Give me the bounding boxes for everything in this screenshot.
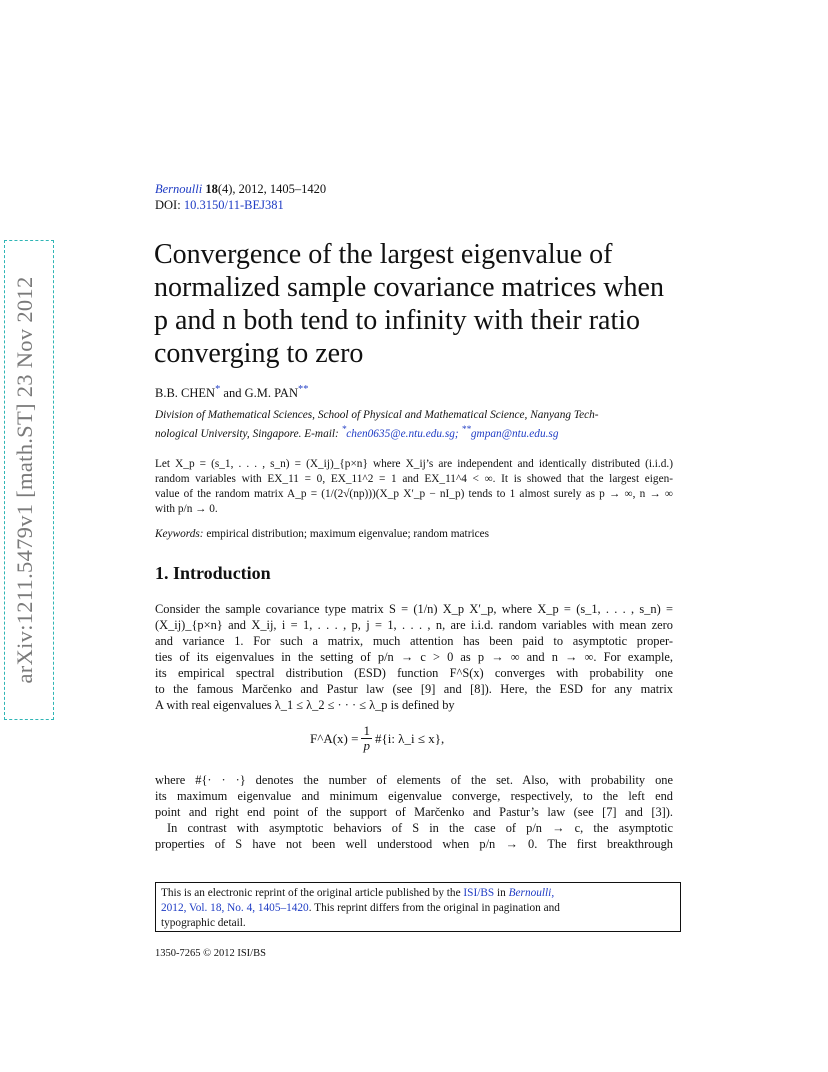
section-heading [155, 563, 271, 584]
intro-line-1: Consider the sample covariance type matrix S = (1/n) X_p X′_p, where X_p = (s_1, . . . , s_n) = [155, 602, 673, 616]
title-line-4: converging to zero [154, 338, 364, 369]
reprint-line-1: This is an electronic reprint of the original article published by the [161, 887, 461, 899]
authors [155, 384, 308, 401]
reprint-journal-link[interactable]: Bernoulli, [508, 887, 555, 899]
equation-denominator: p [363, 738, 370, 753]
email-2-mark: ** [461, 425, 471, 435]
affiliation [155, 408, 675, 442]
section-title: Introduction [173, 563, 271, 583]
affiliation-line-2: nological University, Singapore. E-mail: [155, 427, 339, 440]
intro-paragraph [155, 601, 673, 713]
journal-name-link[interactable]: Bernoulli [155, 182, 203, 196]
affiliation-line-1: Division of Mathematical Sciences, School of Physical and Mathematical Science, Nanyang Tech- [155, 409, 599, 421]
keywords-label: Keywords: [155, 528, 204, 540]
authors-and: and [223, 386, 242, 401]
keywords-text: empirical distribution; maximum eigenvalue; random matrices [206, 528, 490, 540]
author-2: G.M. PAN [244, 386, 298, 401]
body-line-1: where #{· · ·} denotes the number of elements of the set. Also, with probability one [155, 773, 673, 787]
reprint-volume-link[interactable]: 2012, Vol. 18, No. 4, 1405–1420 [161, 902, 309, 914]
intro-line-6: to the famous Marčenko and Pastur law (see [9] and [8]). Here, the ESD for any matrix [155, 682, 673, 696]
body-line-2: its maximum eigenvalue and minimum eigenvalue converge, respectively, to the left end [155, 789, 673, 803]
body-line-5: properties of S have not been well understood when p/n → 0. The first breakthrough [155, 837, 673, 851]
intro-line-5: its empirical spectral distribution (ESD) function F^S(x) converges with probability one [155, 666, 673, 680]
doi-label: DOI: [155, 198, 181, 212]
intro-line-3: and variance 1. For such a matrix, much attention has been paid to asymptotic proper- [155, 634, 673, 648]
publisher-link[interactable]: ISI/BS [463, 887, 495, 899]
body-line-4: In contrast with asymptotic behaviors of S in the case of p/n → c, the asymptotic [167, 821, 673, 835]
abstract-line-3: value of the random matrix A_p = (1/(2√(np)))(X_p X′_p − nI_p) tends to 1 almost surely as p → ∞, n → ∞ [155, 488, 673, 500]
reprint-line-3: typographic detail. [161, 917, 246, 929]
email-1-mark: * [341, 425, 347, 435]
journal-issue-pages: (4), 2012, 1405–1420 [217, 182, 327, 196]
reprint-in: in [497, 887, 506, 899]
equation-numerator: 1 [363, 723, 370, 738]
paper-title [154, 238, 674, 370]
reprint-line-2: . This reprint differs from the original in pagination and [308, 902, 560, 914]
journal-volume: 18 [205, 182, 218, 196]
author-1: B.B. CHEN [155, 386, 216, 401]
email-1-link[interactable]: chen0635@e.ntu.edu.sg; [346, 427, 459, 440]
section-number: 1. [155, 563, 169, 583]
abstract [155, 457, 673, 517]
reprint-note-box [155, 882, 681, 932]
post-equation-paragraph [155, 772, 673, 852]
title-line-1: Convergence of the largest eigenvalue of [154, 239, 613, 270]
equation-rhs: #{i: λ_i ≤ x}, [374, 730, 445, 746]
email-2-link[interactable]: gmpan@ntu.edu.sg [470, 427, 559, 440]
intro-line-4: ties of its eigenvalues in the setting of p/n → c > 0 as p → ∞ and n → ∞. For example, [155, 650, 673, 664]
equation-lhs: F^A(x) = [310, 730, 359, 746]
intro-line-2: (X_ij)_{p×n} and X_ij, i = 1, . . . , p, j = 1, . . . , n, are i.i.d. random variables with mean zero [155, 618, 673, 632]
abstract-line-4: with p/n → 0. [155, 503, 218, 515]
esd-equation [310, 724, 444, 753]
body-line-3: point and right end point of the support of Marčenko and Pastur’s law (see [7] and [3]). [155, 805, 673, 819]
title-line-3: p and n both tend to infinity with their ratio [154, 305, 641, 336]
title-line-2: normalized sample covariance matrices when [154, 272, 664, 303]
author-2-mark: ** [297, 384, 309, 395]
journal-info [155, 181, 326, 213]
author-1-mark: * [215, 384, 221, 395]
abstract-line-2: random variables with EX_11 = 0, EX_11^2 = 1 and EX_11^4 < ∞. It is showed that the largest eigen- [155, 473, 673, 485]
arxiv-stamp-text: arXiv:1211.5479v1 [math.ST] 23 Nov 2012 [12, 276, 37, 684]
copyright-line: 1350-7265 © 2012 ISI/BS [155, 948, 266, 959]
abstract-line-1: Let X_p = (s_1, . . . , s_n) = (X_ij)_{p×n} where X_ij’s are independent and identically distributed (i.i.d.) [155, 458, 673, 470]
equation-fraction [361, 724, 372, 753]
intro-line-7: A with real eigenvalues λ_1 ≤ λ_2 ≤ · · · ≤ λ_p is defined by [155, 698, 455, 712]
keywords [155, 528, 489, 540]
doi-link[interactable]: 10.3150/11-BEJ381 [183, 198, 284, 212]
